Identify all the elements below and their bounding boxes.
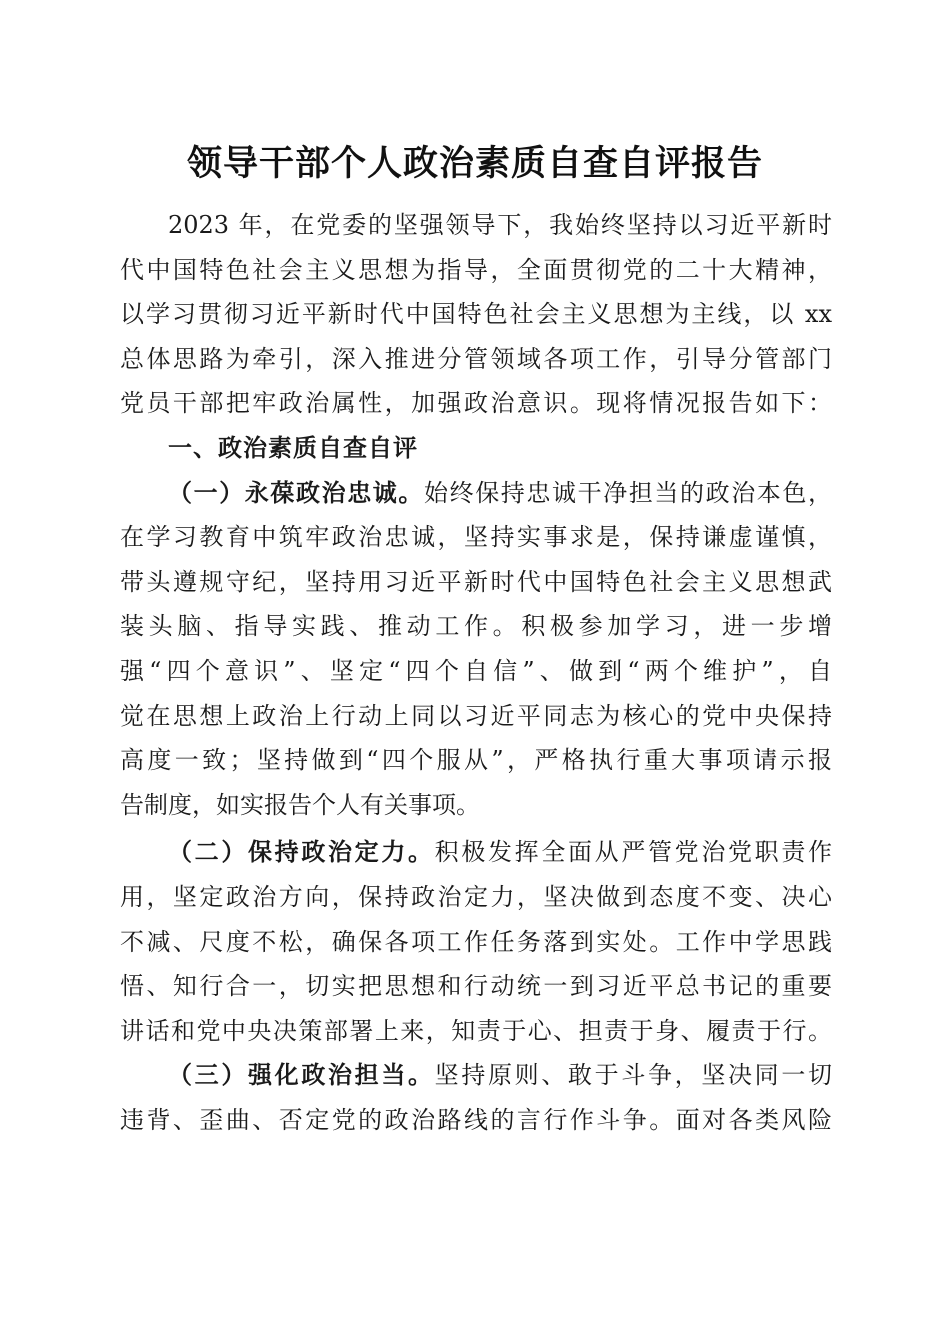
item2-line: 悟、知行合一，切实把思想和行动统一到习近平总书记的重要 bbox=[120, 972, 832, 1001]
item1-first-line bbox=[120, 471, 832, 516]
document-title: 领导干部个人政治素质自查自评报告 bbox=[186, 144, 763, 184]
item1-line: 强“四个意识”、坚定“四个自信”、做到“两个维护”，自 bbox=[120, 656, 832, 685]
intro-line-2: 代中国特色社会主义思想为指导，全面贯彻党的二十大精神， bbox=[120, 255, 832, 284]
item2-first-line bbox=[120, 830, 832, 875]
intro-line-1: 2023 年，在党委的坚强领导下，我始终坚持以习近平新时 bbox=[168, 211, 832, 239]
item1-line: 装头脑、指导实践、推动工作。积极参加学习，进一步增 bbox=[120, 612, 832, 641]
item1-first-rest: 始终保持忠诚干净担当的政治本色， bbox=[424, 478, 832, 507]
item1-line: 高度一致；坚持做到“四个服从”，严格执行重大事项请示报 bbox=[120, 746, 832, 775]
item1-line: 觉在思想上政治上行动上同以习近平同志为核心的党中央保持 bbox=[120, 701, 832, 730]
item1-line: 带头遵规守纪，坚持用习近平新时代中国特色社会主义思想武 bbox=[120, 567, 832, 596]
item3-first-rest: 坚持原则、敢于斗争，坚决同一切 bbox=[434, 1061, 832, 1090]
intro-line-4: 总体思路为牵引，深入推进分管领域各项工作，引导分管部门 bbox=[120, 344, 832, 373]
item2-lead: （二）保持政治定力。 bbox=[168, 838, 435, 867]
item2-line: 不减、尺度不松，确保各项工作任务落到实处。工作中学思践 bbox=[120, 927, 832, 956]
item3-line: 违背、歪曲、否定党的政治路线的言行作斗争。面对各类风险 bbox=[120, 1105, 832, 1134]
item2-line: 用，坚定政治方向，保持政治定力，坚决做到态度不变、决心 bbox=[120, 882, 832, 911]
item1-lead: （一）永葆政治忠诚。 bbox=[168, 478, 424, 507]
document-body bbox=[120, 203, 832, 1142]
intro-line-3: 以学习贯彻习近平新时代中国特色社会主义思想为主线，以 xx bbox=[120, 300, 832, 329]
intro-line-5: 党员干部把牢政治属性，加强政治意识。现将情况报告如下： bbox=[120, 389, 832, 418]
item1-last-line: 告制度，如实报告个人有关事项。 bbox=[120, 790, 480, 819]
item2-first-rest: 积极发挥全面从严管党治党职责作 bbox=[434, 838, 832, 867]
item3-lead: （三）强化政治担当。 bbox=[168, 1061, 435, 1090]
section-heading: 一、政治素质自查自评 bbox=[168, 433, 418, 462]
item3-first-line bbox=[120, 1053, 832, 1098]
item2-line: 讲话和党中央决策部署上来，知责于心、担责于身、履责于行。 bbox=[120, 1016, 832, 1045]
item1-line: 在学习教育中筑牢政治忠诚，坚持实事求是，保持谦虚谨慎， bbox=[120, 523, 832, 552]
